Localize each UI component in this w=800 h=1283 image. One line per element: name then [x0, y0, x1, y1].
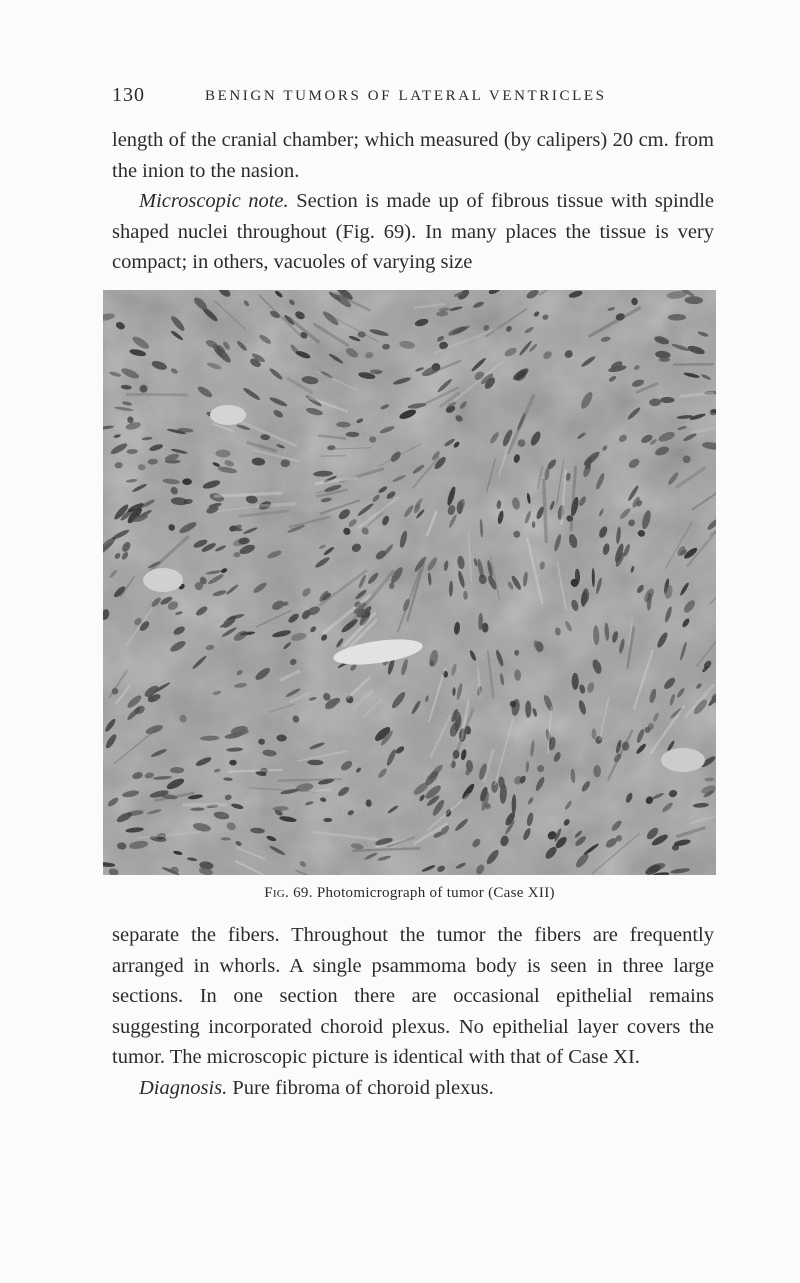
bottom-text-block	[112, 920, 714, 1103]
paragraph-continuation: length of the cranial chamber; which measured (by calipers) 20 cm. from the inion to the nasion.	[112, 129, 714, 182]
photomicrograph-image	[103, 290, 716, 875]
paragraph-continuation: separate the fibers. Throughout the tumor the fibers are frequently arranged in whorls. A single psammoma body is seen in three large sections. In one section there are occasional epithelial remains suggesting incorporated choroid plexus. No epithelial layer covers the tumor. The microscopic picture is identical with that of Case XI.	[112, 924, 714, 1068]
figure-caption	[103, 885, 716, 902]
page-number: 130	[112, 84, 145, 106]
diagnosis-body: Pure fibroma of choroid plexus.	[227, 1076, 494, 1099]
microscopic-note-body: Section is made up of fibrous tissue with spindle shaped nuclei throughout (Fig. 69). In many places the tissue is very compact; in others, vacuoles of varying size	[112, 190, 714, 273]
microscopic-note-label: Microscopic note.	[139, 190, 289, 212]
running-head: BENIGN TUMORS OF LATERAL VENTRICLES	[205, 88, 607, 104]
photomicrograph-figure	[103, 290, 716, 875]
diagnosis-label: Diagnosis.	[139, 1076, 228, 1099]
top-text-block	[112, 125, 714, 278]
figure-caption-text: Photomicrograph of tumor (Case XII)	[312, 885, 555, 901]
figure-caption-label: Fig. 69.	[264, 885, 313, 901]
microscopic-note-paragraph	[112, 186, 714, 278]
diagnosis-paragraph	[112, 1073, 714, 1104]
